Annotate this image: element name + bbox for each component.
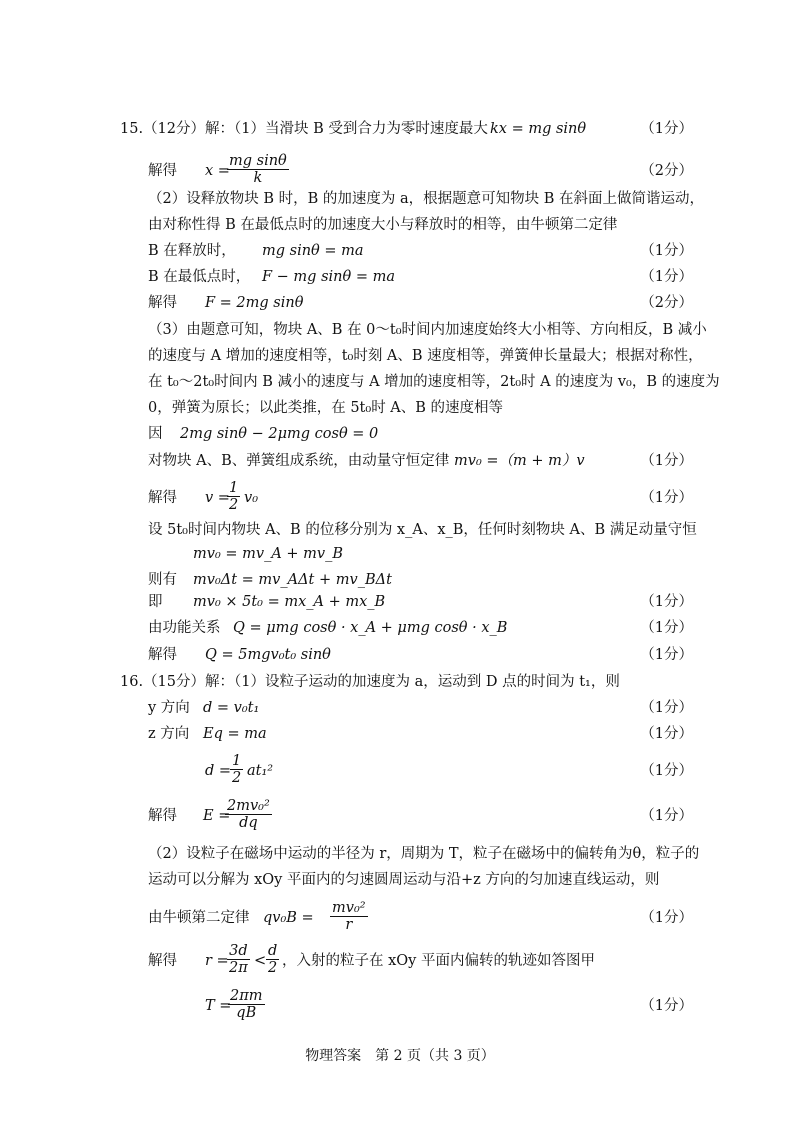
q16-newton: [0, 897, 800, 937]
label: B 在最低点时，: [148, 269, 251, 285]
score: （1分）: [640, 647, 693, 663]
eq-lhs: r =: [205, 953, 229, 969]
denominator: r: [345, 917, 353, 933]
q15-solution1: [0, 151, 800, 191]
label: 解得: [148, 953, 177, 969]
denominator: 2: [232, 770, 242, 786]
q16-part2-line2: [0, 868, 800, 892]
fraction: [225, 798, 272, 831]
label: 解得: [148, 295, 177, 311]
equation: mg sinθ = ma: [262, 243, 364, 259]
eq-lhs: x =: [205, 163, 230, 179]
eq-lhs: d =: [205, 763, 232, 779]
numerator: 1: [229, 480, 239, 496]
numerator: 2πm: [230, 988, 263, 1004]
equation: Eq = ma: [203, 726, 267, 742]
q15-momentum: [0, 449, 800, 473]
q16-E: [0, 796, 800, 836]
q16-line1: [0, 670, 800, 694]
q15-solution3: [0, 478, 800, 518]
score: （2分）: [640, 163, 693, 179]
q15-part3-line3: [0, 370, 800, 394]
label: 解得: [148, 490, 177, 506]
numerator: 1: [232, 753, 242, 769]
q15-part3-line1: [0, 318, 800, 342]
paragraph-text: 在 t₀～2t₀时间内 B 减小的速度与 A 增加的速度相等，2t₀时 A 的速度为 v₀，B 的速度为: [148, 374, 720, 390]
label: 解得: [148, 163, 177, 179]
q15-part3-line2: [0, 344, 800, 368]
denominator: qB: [236, 1005, 257, 1021]
q16-r: [0, 940, 800, 980]
equation: d = v₀t₁: [203, 700, 260, 716]
eq-rhs: at₁²: [247, 763, 274, 779]
score: （1分）: [640, 808, 693, 824]
eq-lhs: v =: [205, 490, 230, 506]
paragraph-text: （3）由题意可知，物块 A、B 在 0～t₀时间内加速度始终大小相等、方向相反，B 减小: [148, 322, 707, 338]
score: （1分）: [640, 700, 693, 716]
q15-title: 15.（12分）解：（1）当滑块 B 受到合力为零时速度最大: [120, 121, 488, 137]
denominator: k: [253, 170, 263, 186]
label: 即: [148, 594, 163, 610]
eq-lhs: T =: [205, 998, 232, 1014]
label: B 在释放时，: [148, 243, 236, 259]
equation: F = 2mg sinθ: [205, 295, 304, 311]
q15-part3-line4: [0, 396, 800, 420]
score: （1分）: [640, 763, 693, 779]
q15-energy: [0, 616, 800, 640]
score: （1分）: [640, 620, 693, 636]
score: （1分）: [640, 490, 693, 506]
denominator: 2π: [229, 960, 248, 976]
paragraph-text: （2）设释放物块 B 时，B 的加速度为 a，根据题意可知物块 B 在斜面上做简谐运动，: [148, 191, 704, 207]
score: （1分）: [640, 726, 693, 742]
q15-solution4: [0, 643, 800, 667]
fraction: [230, 753, 243, 786]
denominator: 2: [229, 497, 239, 513]
label: 由功能关系: [148, 620, 221, 636]
label: 因: [148, 426, 163, 442]
score: （1分）: [640, 998, 693, 1014]
numerator: 3d: [227, 943, 250, 960]
fraction: [266, 943, 279, 976]
eq-lhs: qv₀B =: [263, 910, 314, 926]
equation: Q = μmg cosθ · x_A + μmg cosθ · x_B: [233, 620, 508, 636]
fraction: [228, 988, 265, 1021]
paragraph-text: 运动可以分解为 xOy 平面内的匀速圆周运动与沿+z 方向的匀加速直线运动，则: [148, 872, 660, 888]
less-than: <: [254, 953, 267, 969]
eq-lhs: E =: [203, 808, 231, 824]
denominator: 2: [268, 960, 278, 976]
equation: 2mg sinθ − 2μmg cosθ = 0: [180, 426, 379, 442]
label: y 方向: [148, 700, 190, 716]
q15-release: [0, 239, 800, 263]
fraction: [227, 480, 240, 513]
score: （1分）: [640, 910, 693, 926]
label: z 方向: [148, 726, 190, 742]
q15-lowest: [0, 265, 800, 289]
label: 则有: [148, 572, 177, 588]
paragraph-text: ，入射的粒子在 xOy 平面内偏转的轨迹如答图甲: [282, 953, 595, 969]
paragraph-text: 设 5t₀时间内物块 A、B 的位移分别为 x_A、x_B，任何时刻物块 A、B 满足动量守恒: [148, 522, 697, 538]
numerator: 2mv₀²: [227, 798, 270, 814]
q15-displacement: [0, 518, 800, 542]
q15-line1: [0, 117, 800, 141]
q15-part2-line2: [0, 213, 800, 237]
equation: mv₀ × 5t₀ = mx_A + mx_B: [193, 594, 386, 610]
q15-eq1: kx = mg sinθ: [490, 121, 587, 137]
equation: mv₀ = mv_A + mv_B: [193, 546, 343, 562]
q15-then: [0, 568, 800, 592]
label: 解得: [148, 808, 177, 824]
numerator: mg sinθ: [229, 153, 287, 169]
equation: mv₀ =（m + m）v: [454, 453, 585, 469]
page-footer: 物理答案 第 2 页（共 3 页）: [305, 1048, 495, 1064]
equation: Q = 5mgv₀t₀ sinθ: [205, 647, 331, 663]
label: 对物块 A、B、弹簧组成系统，由动量守恒定律: [148, 453, 450, 469]
q15-disp-eq: [0, 542, 800, 566]
paragraph-text: 由对称性得 B 在最低点时的加速度大小与释放时的相等，由牛顿第二定律: [148, 217, 618, 233]
label: 由牛顿第二定律: [148, 910, 250, 926]
q16-part2-line1: [0, 842, 800, 866]
q16-d: [0, 750, 800, 790]
score: （1分）: [640, 243, 693, 259]
q15-because: [0, 422, 800, 446]
score: （1分）: [640, 594, 693, 610]
numerator: d: [268, 943, 278, 959]
score: （1分）: [640, 269, 693, 285]
fraction: [227, 943, 250, 976]
q15-part2-line1: [0, 187, 800, 211]
fraction: [227, 153, 289, 186]
eq-rhs: v₀: [244, 490, 259, 506]
label: 解得: [148, 647, 177, 663]
paragraph-text: 0，弹簧为原长；以此类推，在 5t₀时 A、B 的速度相等: [148, 400, 504, 416]
numerator: mv₀²: [332, 900, 366, 916]
paragraph-text: 的速度与 A 增加的速度相等，t₀时刻 A、B 速度相等，弹簧伸长量最大；根据对称性，: [148, 348, 703, 364]
fraction: [330, 900, 368, 933]
q16-y: [0, 696, 800, 720]
equation: mv₀Δt = mv_AΔt + mv_BΔt: [193, 572, 392, 588]
equation: F − mg sinθ = ma: [262, 269, 395, 285]
score: （2分）: [640, 295, 693, 311]
q16-z: [0, 722, 800, 746]
score: （1分）: [640, 453, 693, 469]
q16-title: 16.（15分）解：（1）设粒子运动的加速度为 a，运动到 D 点的时间为 t₁，则: [120, 674, 620, 690]
paragraph-text: （2）设粒子在磁场中运动的半径为 r，周期为 T，粒子在磁场中的偏转角为θ，粒子的: [148, 846, 700, 862]
q15-solution2: [0, 291, 800, 315]
q16-T: [0, 985, 800, 1025]
denominator: dq: [239, 815, 258, 831]
score: （1分）: [640, 121, 693, 137]
q15-ie: [0, 590, 800, 614]
